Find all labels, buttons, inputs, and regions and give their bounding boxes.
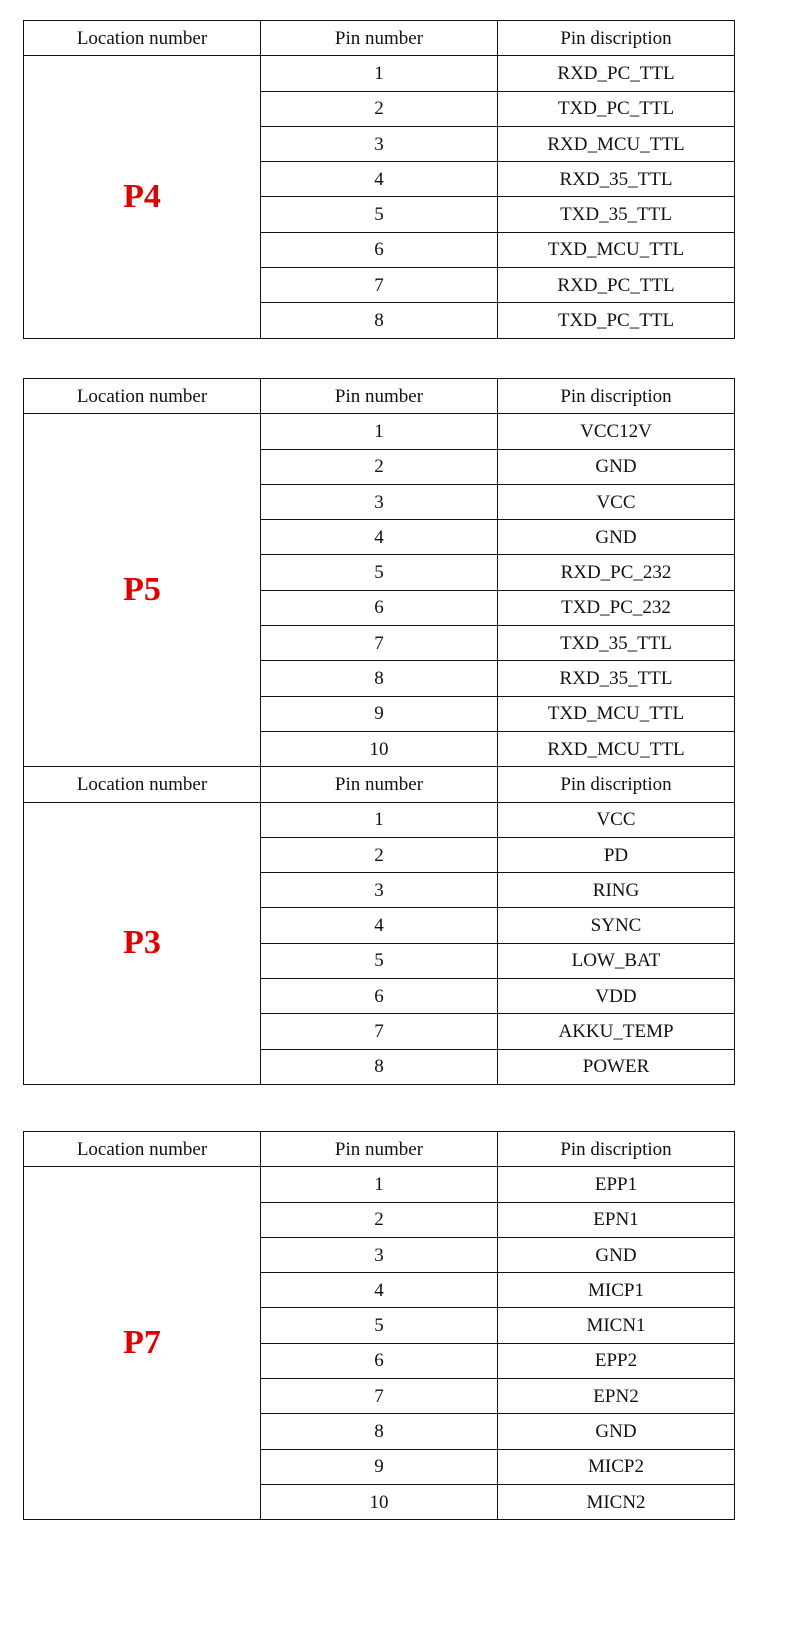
location-label: P3 — [24, 802, 261, 1084]
pin-number-cell: 8 — [261, 303, 498, 338]
pin-description-cell: RXD_PC_TTL — [498, 56, 735, 91]
table-row — [24, 802, 735, 837]
pin-description-cell: VCC — [498, 802, 735, 837]
pin-description-cell: MICP2 — [498, 1449, 735, 1484]
pin-number-cell: 2 — [261, 449, 498, 484]
pin-number-cell: 6 — [261, 1343, 498, 1378]
pin-number-cell: 1 — [261, 414, 498, 449]
pin-description-cell: MICN1 — [498, 1308, 735, 1343]
table-row — [24, 414, 735, 449]
pin-description-cell: EPP2 — [498, 1343, 735, 1378]
pin-description-cell: VCC — [498, 484, 735, 519]
pin-number-cell: 4 — [261, 908, 498, 943]
pin-description-cell: VDD — [498, 979, 735, 1014]
pin-description-cell: EPN1 — [498, 1202, 735, 1237]
pin-description-cell: MICN2 — [498, 1484, 735, 1519]
header-location-number: Location number — [24, 1132, 261, 1167]
pin-number-cell: 9 — [261, 1449, 498, 1484]
pin-number-cell: 5 — [261, 197, 498, 232]
pin-number-cell: 4 — [261, 520, 498, 555]
pin-number-cell: 6 — [261, 590, 498, 625]
pin-number-cell: 10 — [261, 1484, 498, 1519]
location-label: P7 — [24, 1167, 261, 1520]
pin-description-cell: POWER — [498, 1049, 735, 1084]
pin-number-cell: 7 — [261, 1014, 498, 1049]
pin-number-cell: 8 — [261, 1414, 498, 1449]
pin-description-cell: TXD_35_TTL — [498, 626, 735, 661]
pin-number-cell: 1 — [261, 56, 498, 91]
location-label: P4 — [24, 56, 261, 338]
header-location-number: Location number — [24, 21, 261, 56]
pin-description-cell: GND — [498, 1237, 735, 1272]
header-location-number: Location number — [24, 379, 261, 414]
pin-number-cell: 5 — [261, 1308, 498, 1343]
pin-description-cell: TXD_35_TTL — [498, 197, 735, 232]
pin-description-cell: RXD_MCU_TTL — [498, 126, 735, 161]
pin-description-cell: RXD_35_TTL — [498, 162, 735, 197]
pin-description-cell: EPP1 — [498, 1167, 735, 1202]
pin-number-cell: 6 — [261, 979, 498, 1014]
pin-number-cell: 8 — [261, 1049, 498, 1084]
pin-number-cell: 3 — [261, 484, 498, 519]
pin-number-cell: 9 — [261, 696, 498, 731]
pin-table-p7 — [23, 1131, 735, 1520]
pin-number-cell: 5 — [261, 943, 498, 978]
pin-number-cell: 8 — [261, 661, 498, 696]
header-pin-description: Pin discription — [498, 767, 735, 802]
pin-description-cell: TXD_PC_232 — [498, 590, 735, 625]
pin-description-cell: GND — [498, 1414, 735, 1449]
table-header-row — [24, 21, 735, 56]
pin-number-cell: 2 — [261, 91, 498, 126]
pin-description-cell: GND — [498, 520, 735, 555]
header-pin-number: Pin number — [261, 767, 498, 802]
pin-description-cell: RXD_PC_232 — [498, 555, 735, 590]
pin-number-cell: 2 — [261, 837, 498, 872]
pin-number-cell: 6 — [261, 232, 498, 267]
pin-description-cell: RXD_MCU_TTL — [498, 731, 735, 766]
pin-description-cell: GND — [498, 449, 735, 484]
pin-description-cell: TXD_MCU_TTL — [498, 696, 735, 731]
pin-description-cell: AKKU_TEMP — [498, 1014, 735, 1049]
pin-table-p4 — [23, 20, 735, 339]
table-header-row — [24, 767, 735, 802]
pin-description-cell: TXD_PC_TTL — [498, 91, 735, 126]
header-pin-description: Pin discription — [498, 379, 735, 414]
pin-number-cell: 4 — [261, 1273, 498, 1308]
table-row — [24, 1167, 735, 1202]
pin-number-cell: 4 — [261, 162, 498, 197]
table-header-row — [24, 1132, 735, 1167]
header-location-number: Location number — [24, 767, 261, 802]
pin-number-cell: 7 — [261, 268, 498, 303]
pin-description-cell: TXD_PC_TTL — [498, 303, 735, 338]
pin-description-cell: RING — [498, 873, 735, 908]
header-pin-number: Pin number — [261, 21, 498, 56]
pin-table-p5-p3 — [23, 378, 735, 1085]
pin-description-cell: EPN2 — [498, 1379, 735, 1414]
pin-description-cell: RXD_35_TTL — [498, 661, 735, 696]
location-label: P5 — [24, 414, 261, 767]
table-header-row — [24, 379, 735, 414]
header-pin-number: Pin number — [261, 1132, 498, 1167]
pin-number-cell: 7 — [261, 626, 498, 661]
pin-number-cell: 3 — [261, 873, 498, 908]
pin-number-cell: 7 — [261, 1379, 498, 1414]
pin-number-cell: 1 — [261, 1167, 498, 1202]
pin-description-cell: SYNC — [498, 908, 735, 943]
pin-description-cell: PD — [498, 837, 735, 872]
pin-number-cell: 5 — [261, 555, 498, 590]
pin-number-cell: 1 — [261, 802, 498, 837]
header-pin-number: Pin number — [261, 379, 498, 414]
pin-description-cell: TXD_MCU_TTL — [498, 232, 735, 267]
pin-number-cell: 2 — [261, 1202, 498, 1237]
pin-number-cell: 3 — [261, 126, 498, 161]
pin-description-cell: LOW_BAT — [498, 943, 735, 978]
pin-description-cell: MICP1 — [498, 1273, 735, 1308]
header-pin-description: Pin discription — [498, 1132, 735, 1167]
pin-description-cell: VCC12V — [498, 414, 735, 449]
header-pin-description: Pin discription — [498, 21, 735, 56]
pin-description-cell: RXD_PC_TTL — [498, 268, 735, 303]
pin-number-cell: 10 — [261, 731, 498, 766]
pin-number-cell: 3 — [261, 1237, 498, 1272]
table-row — [24, 56, 735, 91]
